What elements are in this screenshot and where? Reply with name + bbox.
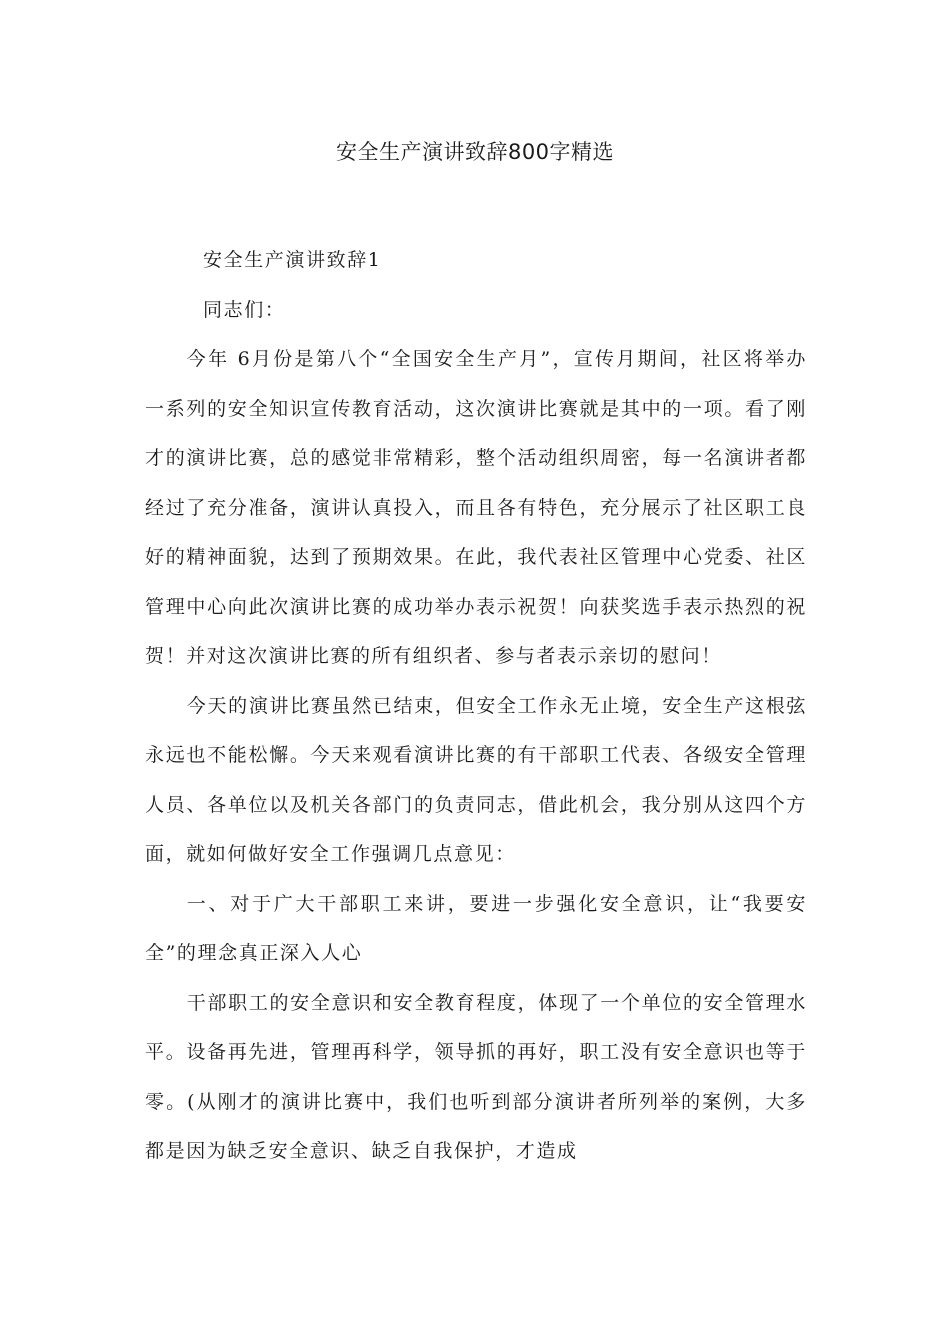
- paragraph-1: 今年 6月份是第八个“全国安全生产月”，宣传月期间，社区将举办一系列的安全知识宣传教育活动，这次演讲比赛就是其中的一项。看了刚才的演讲比赛，总的感觉非常精彩，整个活动组织周密，每一名演讲者都经过了充分准备，演讲认真投入，而且各有特色，充分展示了社区职工良好的精神面貌，达到了预期效果。在此，我代表社区管理中心党委、社区管理中心向此次演讲比赛的成功举办表示祝贺！向获奖选手表示热烈的祝贺！并对这次演讲比赛的所有组织者、参与者表示亲切的慰问！: [145, 348, 807, 667]
- paragraph-3: 一、对于广大干部职工来讲，要进一步强化安全意识，让“我要安全”的理念真正深入人心: [145, 892, 807, 964]
- paragraph-4: 干部职工的安全意识和安全教育程度，体现了一个单位的安全管理水平。设备再先进，管理再科学，领导抓的再好，职工没有安全意识也等于零。(从刚才的演讲比赛中，我们也听到部分演讲者所列举的案例，大多都是因为缺乏安全意识、缺乏自我保护，才造成: [145, 991, 807, 1162]
- paragraph-2: 今天的演讲比赛虽然已结束，但安全工作永无止境，安全生产这根弦永远也不能松懈。今天来观看演讲比赛的有干部职工代表、各级安全管理人员、各单位以及机关各部门的负责同志，借此机会，我分别从这四个方面，就如何做好安全工作强调几点意见：: [145, 694, 807, 865]
- salutation: 同志们：: [203, 298, 286, 321]
- section-heading: 安全生产演讲致辞1: [203, 249, 382, 271]
- document-title: 安全生产演讲致辞800字精选: [335, 140, 615, 164]
- document-body: [145, 236, 807, 1177]
